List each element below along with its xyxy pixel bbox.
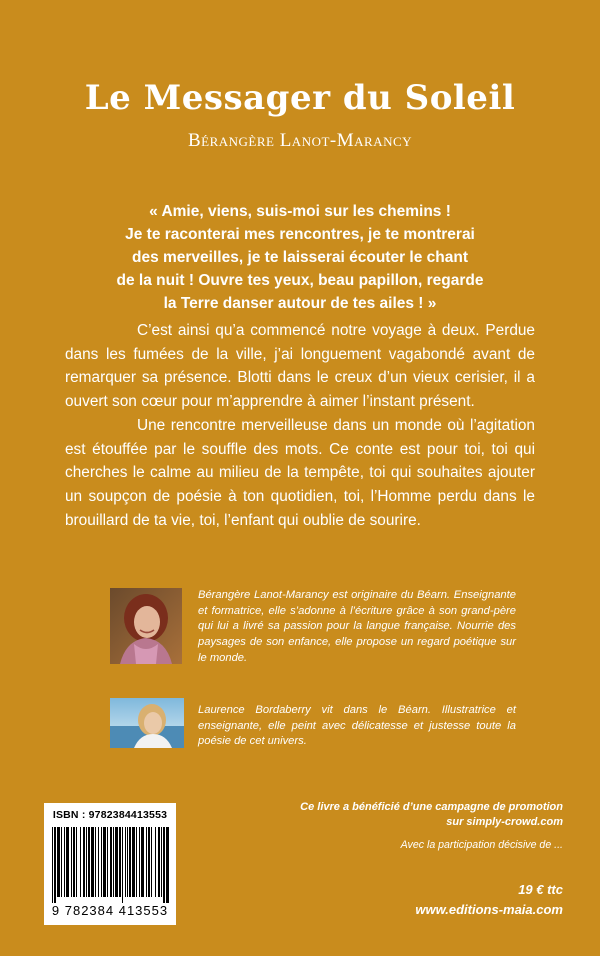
barcode-bar <box>129 827 131 897</box>
barcode-bar <box>163 827 165 903</box>
barcode-bar <box>83 827 85 897</box>
illustrator-bio: Laurence Bordaberry vit dans le Béarn. Illustratrice et enseignante, elle peint avec délicatesse et justesse toute la poésie de cet univers. <box>198 704 516 748</box>
quote-line: des merveilles, je te laisserai écouter le chant <box>131 249 468 266</box>
barcode-bar <box>88 827 90 897</box>
barcode <box>44 803 176 925</box>
barcode-bar <box>139 827 140 897</box>
illustrator-photo <box>110 698 184 748</box>
publisher-website: www.editions-maia.com <box>415 902 563 917</box>
barcode-bar <box>132 827 135 897</box>
isbn-label: ISBN : 9782384413553 <box>52 809 168 821</box>
promo-note <box>300 800 563 830</box>
barcode-bar <box>113 827 114 897</box>
isbn-digits: 9 782384 413553 <box>51 903 169 918</box>
barcode-bar <box>125 827 126 897</box>
participation-note: Avec la participation décisive de ... <box>400 839 563 851</box>
promo-line: sur simply-crowd.com <box>446 816 563 828</box>
price: 19 € ttc <box>518 882 563 897</box>
quote-block <box>80 200 520 315</box>
barcode-bar <box>122 827 123 903</box>
quote-line: de la nuit ! Ouvre tes yeux, beau papillon, regarde <box>116 272 484 289</box>
barcode-bar <box>80 827 81 897</box>
barcode-bar <box>115 827 118 897</box>
promo-line: Ce livre a bénéficié d’une campagne de promotion <box>300 801 563 813</box>
barcode-bar <box>86 827 87 897</box>
author-bio: Bérangère Lanot-Marancy est originaire du Béarn. Enseignante et formatrice, elle s’adonne à l’écriture grâce à son grand-père qui lui a livré sa passion pour la langue française. Nourrie des paysages de son enfance, elle propose un regard poétique sur le monde. <box>198 589 516 664</box>
barcode-bar <box>103 827 106 897</box>
barcode-bar <box>155 827 156 897</box>
barcode-bar <box>52 827 53 903</box>
barcode-bar <box>161 827 162 897</box>
barcode-bar <box>95 827 96 897</box>
synopsis-paragraph: C’est ainsi qu’a commencé notre voyage à deux. Perdue dans les fumées de la ville, j’ai longuement vagabondé avant de remarquer sa présence. Blotti dans le creux d’un vieux cerisier, il a ouvert son cœur pour m’apprendre à aimer l’instant présent. <box>65 322 535 411</box>
barcode-bar <box>119 827 121 897</box>
barcode-bar <box>61 827 62 897</box>
barcode-bar <box>73 827 75 897</box>
quote-line: Je te raconterai mes rencontres, je te montrerai <box>125 226 475 243</box>
barcode-bar <box>110 827 112 897</box>
author-name: Bérangère Lanot-Marancy <box>187 130 413 151</box>
barcode-bar <box>64 827 65 897</box>
barcode-bars <box>50 827 170 905</box>
book-title: Le Messager du Soleil <box>84 78 516 118</box>
quote-line: « Amie, viens, suis-moi sur les chemins ! <box>149 203 451 220</box>
barcode-bar <box>66 827 69 897</box>
barcode-bar <box>166 827 169 903</box>
barcode-bar <box>76 827 77 897</box>
barcode-bar <box>71 827 72 897</box>
barcode-bar <box>57 827 60 897</box>
synopsis <box>65 319 535 532</box>
barcode-bar <box>158 827 160 897</box>
barcode-bar <box>101 827 102 897</box>
barcode-bar <box>107 827 108 897</box>
barcode-bar <box>151 827 152 897</box>
synopsis-paragraph: Une rencontre merveilleuse dans un monde où l’agitation est étouffée par le souffle des mots. Ce conte est pour toi, toi qui cherches le calme au milieu de la tempête, toi qui souhaites ajouter un soupçon de poésie à ton quotidien, toi, l’Homme perdu dans le brouillard de ta vie, toi, l’enfant qui oublie de sourire. <box>65 416 535 529</box>
barcode-bar <box>91 827 94 897</box>
author-photo <box>110 588 182 664</box>
barcode-bar <box>146 827 147 897</box>
barcode-bar <box>98 827 99 897</box>
quote-line: la Terre danser autour de tes ailes ! » <box>163 295 437 312</box>
barcode-bar <box>127 827 128 897</box>
barcode-bar <box>136 827 137 897</box>
barcode-bar <box>141 827 144 897</box>
barcode-bar <box>54 827 56 903</box>
barcode-bar <box>148 827 150 897</box>
